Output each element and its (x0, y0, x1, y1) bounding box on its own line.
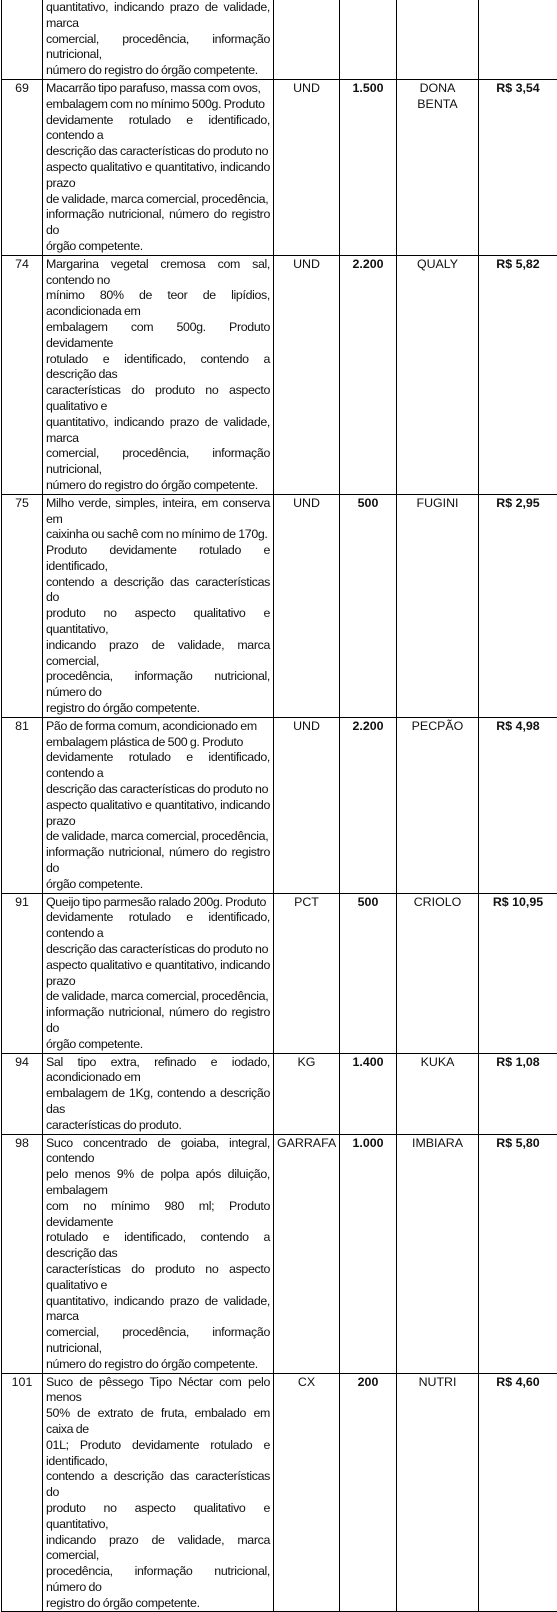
description-line: rotulado e identificado, contendo a descrição das (46, 352, 270, 382)
quantity-cell: 1.500 (340, 79, 397, 255)
item-number-cell (2, 0, 43, 79)
description-line: quantitativo, indicando prazo de validade, marca (46, 0, 270, 30)
description-line: número do registro do órgão competente. (46, 1357, 258, 1371)
description-line: informação nutricional, número do registro do (46, 845, 270, 875)
description-line: quantitativo, indicando prazo de validade, marca (46, 1294, 270, 1324)
description-line: embalagem plástica de 500 g. Produto (46, 735, 243, 749)
item-number-cell: 94 (2, 1053, 43, 1134)
unit-cell: CX (274, 1373, 340, 1612)
description-line: aspecto qualitativo e quantitativo, indicando prazo (46, 958, 270, 988)
description-cell (43, 0, 274, 79)
item-number-cell: 98 (2, 1134, 43, 1373)
description-line: Macarrão tipo parafuso, massa com ovos, (46, 81, 261, 95)
description-line: de validade, marca comercial, procedência, (46, 989, 268, 1003)
description-line: características do produto no aspecto qualitativo e (46, 383, 270, 413)
table-row (2, 893, 557, 1053)
description-line: descrição das características do produto no (46, 144, 268, 158)
item-number-cell: 69 (2, 79, 43, 255)
price-cell: R$ 10,95 (479, 893, 557, 1053)
brand-cell: KUKA (397, 1053, 479, 1134)
item-number-cell: 81 (2, 717, 43, 893)
description-cell (43, 255, 274, 494)
description-line: rotulado e identificado, contendo a descrição das (46, 1230, 270, 1260)
price-cell: R$ 5,80 (479, 1134, 557, 1373)
description-line: embalagem de 1Kg, contendo a descrição das (46, 1086, 270, 1116)
description-line: de validade, marca comercial, procedência, (46, 829, 268, 843)
description-line: registro do órgão competente. (46, 1596, 200, 1610)
unit-cell: GARRAFA (274, 1134, 340, 1373)
brand-cell: DONA BENTA (397, 79, 479, 255)
item-number-cell: 101 (2, 1373, 43, 1612)
description-line: Margarina vegetal cremosa com sal, contendo no (46, 257, 270, 287)
description-line: Produto devidamente rotulado e identificado, (46, 543, 270, 573)
price-cell: R$ 1,08 (479, 1053, 557, 1134)
description-line: procedência, informação nutricional, número do (46, 669, 270, 699)
quantity-cell: 500 (340, 893, 397, 1053)
quantity-cell: 2.200 (340, 255, 397, 494)
table-row (2, 494, 557, 717)
unit-cell: UND (274, 717, 340, 893)
description-line: Pão de forma comum, acondicionado em (46, 719, 257, 733)
description-line: órgão competente. (46, 1037, 143, 1051)
price-cell (479, 0, 557, 79)
description-line: mínimo 80% de teor de lipídios, acondicionada em (46, 288, 270, 318)
unit-cell: UND (274, 79, 340, 255)
table-row-continued (2, 0, 557, 79)
unit-cell (274, 0, 340, 79)
quantity-cell: 500 (340, 494, 397, 717)
description-line: comercial, procedência, informação nutricional, (46, 446, 270, 476)
description-line: número do registro do órgão competente. (46, 478, 258, 492)
description-line: devidamente rotulado e identificado, contendo a (46, 750, 270, 780)
description-line: comercial, procedência, informação nutricional, (46, 1325, 270, 1355)
description-line: informação nutricional, número do registro do (46, 1005, 270, 1035)
brand-cell: FUGINI (397, 494, 479, 717)
description-line: Milho verde, simples, inteira, em conserva em (46, 496, 270, 526)
description-line: caixinha ou sachê com no mínimo de 170g. (46, 527, 268, 541)
table-row (2, 1373, 557, 1612)
quantity-cell: 200 (340, 1373, 397, 1612)
description-line: contendo a descrição das características do (46, 1469, 270, 1499)
brand-cell: CRIOLO (397, 893, 479, 1053)
unit-cell: UND (274, 255, 340, 494)
item-number-cell: 75 (2, 494, 43, 717)
quantity-cell: 1.400 (340, 1053, 397, 1134)
unit-cell: UND (274, 494, 340, 717)
brand-cell: NUTRI (397, 1373, 479, 1612)
description-line: 01L; Produto devidamente rotulado e identificado, (46, 1438, 270, 1468)
description-line: órgão competente. (46, 239, 143, 253)
description-line: indicando prazo de validade, marca comercial, (46, 1533, 270, 1563)
unit-cell: KG (274, 1053, 340, 1134)
description-line: quantitativo, indicando prazo de validade, marca (46, 415, 270, 445)
brand-cell: PECPÃO (397, 717, 479, 893)
description-line: contendo a descrição das características do (46, 575, 270, 605)
description-line: procedência, informação nutricional, número do (46, 1564, 270, 1594)
description-cell (43, 893, 274, 1053)
description-line: registro do órgão competente. (46, 701, 200, 715)
description-cell (43, 1373, 274, 1612)
brand-cell: IMBIARA (397, 1134, 479, 1373)
brand-cell: QUALY (397, 255, 479, 494)
description-line: embalagem com no mínimo 500g. Produto (46, 97, 265, 111)
description-line: aspecto qualitativo e quantitativo, indicando prazo (46, 160, 270, 190)
description-line: Sal tipo extra, refinado e iodado, acondicionado em (46, 1055, 270, 1085)
description-cell (43, 79, 274, 255)
price-cell: R$ 2,95 (479, 494, 557, 717)
price-cell: R$ 3,54 (479, 79, 557, 255)
brand-cell (397, 0, 479, 79)
description-line: 50% de extrato de fruta, embalado em caixa de (46, 1406, 270, 1436)
description-line: indicando prazo de validade, marca comercial, (46, 638, 270, 668)
description-line: pelo menos 9% de polpa após diluição, embalagem (46, 1167, 270, 1197)
table-row (2, 255, 557, 494)
table-row (2, 1053, 557, 1134)
description-line: número do registro do órgão competente. (46, 63, 258, 77)
quantity-cell: 1.000 (340, 1134, 397, 1373)
price-cell: R$ 4,98 (479, 717, 557, 893)
description-cell (43, 1053, 274, 1134)
description-line: características do produto no aspecto qualitativo e (46, 1262, 270, 1292)
table-row (2, 717, 557, 893)
description-cell (43, 1134, 274, 1373)
description-line: descrição das características do produto no (46, 942, 268, 956)
unit-cell: PCT (274, 893, 340, 1053)
description-line: características do produto. (46, 1118, 182, 1132)
description-line: aspecto qualitativo e quantitativo, indicando prazo (46, 798, 270, 828)
item-number-cell: 74 (2, 255, 43, 494)
item-number-cell: 91 (2, 893, 43, 1053)
description-line: de validade, marca comercial, procedência, (46, 192, 268, 206)
description-line: órgão competente. (46, 877, 143, 891)
description-line: devidamente rotulado e identificado, contendo a (46, 113, 270, 143)
description-line: com no mínimo 980 ml; Produto devidamente (46, 1199, 270, 1229)
quantity-cell (340, 0, 397, 79)
description-line: comercial, procedência, informação nutricional, (46, 32, 270, 62)
description-line: Queijo tipo parmesão ralado 200g. Produto (46, 895, 266, 909)
description-line: descrição das características do produto no (46, 782, 268, 796)
description-line: devidamente rotulado e identificado, contendo a (46, 910, 270, 940)
description-cell (43, 717, 274, 893)
table-row (2, 79, 557, 255)
description-line: produto no aspecto qualitativo e quantitativo, (46, 606, 270, 636)
description-line: Suco de pêssego Tipo Néctar com pelo menos (46, 1375, 270, 1405)
price-cell: R$ 4,60 (479, 1373, 557, 1612)
table-row (2, 1134, 557, 1373)
description-line: informação nutricional, número do registro do (46, 207, 270, 237)
products-table (1, 0, 557, 1612)
quantity-cell: 2.200 (340, 717, 397, 893)
description-cell (43, 494, 274, 717)
price-cell: R$ 5,82 (479, 255, 557, 494)
description-line: Suco concentrado de goiaba, integral, contendo (46, 1136, 270, 1166)
description-line: produto no aspecto qualitativo e quantitativo, (46, 1501, 270, 1531)
description-line: embalagem com 500g. Produto devidamente (46, 320, 270, 350)
